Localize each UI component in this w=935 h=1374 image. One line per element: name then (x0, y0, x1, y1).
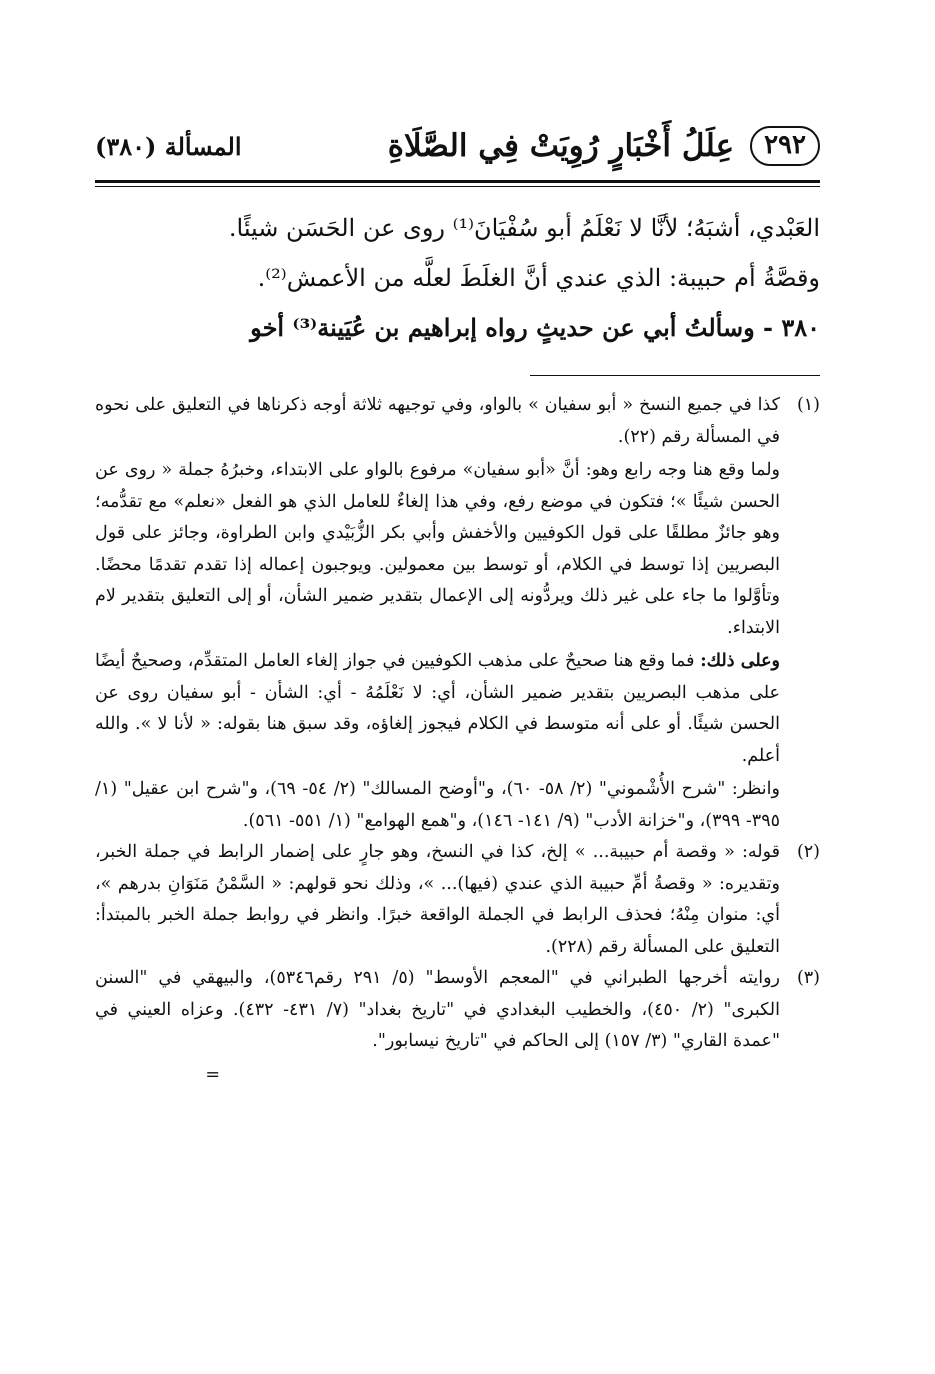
footnote-2-body (95, 837, 780, 963)
footnote-1-para-3-text: فما وقع هنا صحيحٌ على مذهب الكوفيين في جواز إلغاء العامل المتقدِّم، وصحيحٌ أيضًا على مذهب البصريين بتقدير ضمير الشأن، أي: لا نَعْلَمُهُ - أي: الشأن - أبو سفيان روى عن الحسن شيئًا. أو على أنه متوسط في الكلام فيجوز إلغاؤه، وقد سبق هنا بقوله: « لأنا لا ». والله أعلم. (95, 651, 780, 766)
footnote-3-number: (٣) (796, 968, 820, 988)
footnote-3 (95, 963, 820, 1091)
footnotes (95, 390, 820, 1091)
page-header (95, 120, 820, 172)
footnote-3-body (95, 963, 780, 1091)
main-line-1: العَبْدي، أشبَهُ؛ لأنَّا لا نَعْلَمُ أبو سُفْيَانَ⁽¹⁾ روى عن الحَسَن شيئًا. (228, 214, 820, 242)
footnote-2 (95, 837, 820, 963)
footnote-1-references: وانظر: "شرح الأُشْموني" (٢/ ٥٨- ٦٠)، و"أوضح المسالك" (٢/ ٥٤- ٦٩)، و"شرح ابن عقيل" (١/ ٣٩٥- ٣٩٩)، و"خزانة الأدب" (٩/ ١٤١- ١٤٦)، و"همع الهوامع" (١/ ٥٥١- ٥٦١). (95, 779, 780, 831)
footnote-1-para-2: ولما وقع هنا وجه رابع وهو: أنَّ «أبو سفيان» مرفوع بالواو على الابتداء، وخبرُهُ جملة « روى عن الحسن شيئًا »؛ فتكون في موضع رفع، وفي هذا إلغاءٌ للعامل الذي هو الفعل «نعلم» مع تقدُّمه؛ وهو جائزٌ مطلقًا على قول الكوفيين والأخفش وأبي بكر الزُّبَيْدي وابن الطراوة، وجائز على قول البصريين إذا توسط في الكلام، أو توسط بين معمولين. ويوجبون إعماله إذا تقدم تقدمًا محضًا. وتأوَّلوا ما جاء على غير ذلك ويردُّونه إلى الإعمال بتقدير ضمير الشأن، أو إلى التعليق بتقدير لام الابتداء. (95, 460, 780, 638)
footnote-2-number: (٢) (796, 842, 820, 862)
footnote-2-para-1: قوله: « وقصة أم حبيبة... » إلخ، كذا في النسخ، وهو جارٍ على إضمار الرابط في جملة الخبر، وتقديره: « وقصةُ أمِّ حبيبة الذي عندي (فيها)... »، وذلك نحو قولهم: « السَّمْنُ مَنَوَانِ بدرهم »، أي: منوان مِنْهُ؛ فحذف الرابط في الجملة الواقعة خبرًا. وانظر في روابط جملة الخبر بالمبتدأ: التعليق على المسألة رقم (٢٢٨). (95, 842, 780, 957)
book-title: عِلَلُ أَخْبَارٍ رُوِيَتْ فِي الصَّلَاةِ (387, 128, 735, 164)
footnote-3-para-1: روايته أخرجها الطبراني في "المعجم الأوسط" (٥/ ٢٩١ رقم٥٣٤٦)، والبيهقي في "السنن الكبرى" (٢/ ٤٥٠)، والخطيب البغدادي في "تاريخ بغداد" (٧/ ٤٣١- ٤٣٢). وعزاه العيني في "عمدة القاري" (٣/ ١٥٧) إلى الحاكم في "تاريخ نيسابور". (95, 968, 780, 1051)
footnote-1-para-3-lead: وعلى ذلك: (700, 651, 781, 671)
footnote-1-body (95, 390, 780, 837)
book-page (95, 120, 820, 1091)
footnote-1-para-1: كذا في جميع النسخ « أبو سفيان » بالواو، وفي توجيهه ثلاثة أوجه ذكرناها في التعليق على نحوه في المسألة رقم (٢٢). (95, 395, 780, 447)
header-title-group (388, 126, 820, 165)
main-text (95, 203, 820, 353)
main-line-2: وقصَّةُ أم حبيبة: الذي عندي أنَّ الغلَطَ لعلَّه من الأعمش⁽²⁾. (257, 264, 820, 292)
footnote-1-para-3 (95, 646, 780, 772)
page-number: ٢٩٢ (750, 126, 820, 165)
header-rule-thin (95, 186, 820, 187)
footnote-separator (530, 375, 820, 376)
question-heading: ٣٨٠ - وسألتُ أبي عن حديثٍ رواه إبراهيم بن عُيَينة⁽³⁾ أخو (250, 313, 820, 342)
issue-label: المسألة (٣٨٠) (95, 131, 242, 161)
continuation-mark: = (205, 1064, 220, 1085)
header-rule-thick (95, 180, 820, 183)
footnote-1-number: (١) (796, 395, 820, 415)
footnote-1 (95, 390, 820, 837)
